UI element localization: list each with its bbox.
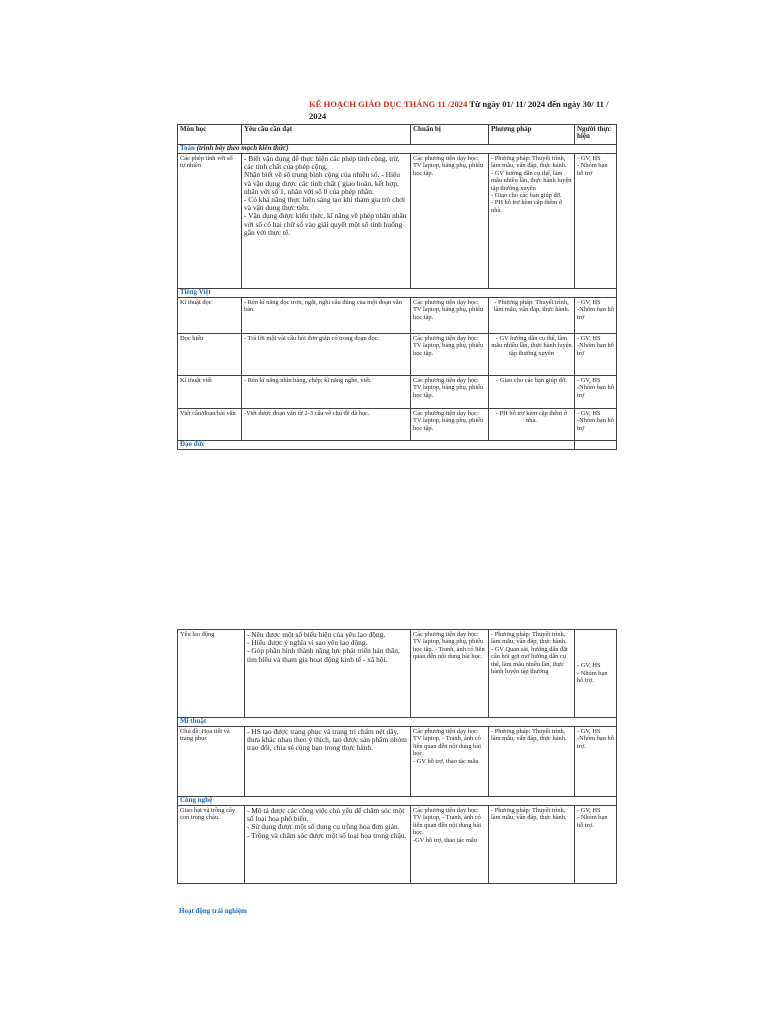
requirement-cell — [245, 630, 411, 718]
preparation-cell — [411, 727, 489, 797]
req-line: - Mô tả được các công việc chủ yếu để chăm sóc một số loại hoa phổ biến. — [247, 806, 405, 824]
req-line: - Vận dụng được kiến thức, kĩ năng về phép nhân nhân với số có hai chữ số vào giải quyết một số tình huống gắn với thực tế. — [244, 211, 407, 237]
subject-cell: Kĩ thuật viết — [178, 376, 242, 409]
method-line: - PH hỗ trợ kèm cặp thêm ở nhà. — [491, 199, 563, 214]
section-row-tiengviet — [178, 289, 617, 298]
method-cell — [489, 630, 575, 718]
table-row — [178, 409, 617, 441]
table-row — [178, 334, 617, 376]
table-row — [178, 727, 617, 797]
req-line: - Nêu được một số biểu hiện của yêu lao động. — [247, 630, 386, 639]
requirement-cell: - HS tạo được trang phục và trang trí chấm nét dây, thưa khác nhau theo ý thích, tạo được sản phẩm nhóm trao đổi, chia sẻ cùng bạn trong thực hành. — [245, 727, 411, 797]
prep-line: -GV hỗ trợ, thao tác mẫu — [413, 836, 477, 844]
support-line: - GV, HS — [577, 335, 601, 342]
support-line: - Nhóm bạn hỗ trợ — [577, 162, 608, 177]
support-cell — [575, 806, 617, 884]
header-row — [178, 125, 617, 145]
support-cell — [575, 298, 617, 334]
preparation-cell — [411, 806, 489, 884]
table-row — [178, 376, 617, 409]
support-cell — [575, 727, 617, 797]
section-congnghe: Công nghệ — [178, 797, 617, 806]
support-line: - Nhóm bạn hỗ trợ. — [577, 814, 608, 829]
support-cell — [575, 376, 617, 409]
support-line: -Nhóm bạn hỗ trợ — [577, 342, 614, 357]
section-mithuat: Mĩ thuật — [178, 718, 617, 727]
req-line: - Sử dụng được một số dụng cụ trồng hoa đơn giản. — [247, 822, 400, 832]
table-row — [178, 806, 617, 884]
req-line: - Góp phần hình thành năng lực phát triển bản thân, tìm hiểu và tham gia hoạt động kinh tế - xã hội. — [247, 646, 400, 664]
header-method: Phương pháp — [489, 125, 575, 145]
method-cell: - Giao cho các bạn giúp đỡ. — [489, 376, 575, 409]
prep-line: Các phương tiện dạy học: TV laptop, - Tranh, ảnh có liên quan đến nội dung bài học. — [413, 728, 481, 758]
header-support: Người thực hiện — [575, 125, 617, 145]
section-row-congnghe — [178, 797, 617, 806]
method-cell: - Phương pháp: Thuyết trình, làm mẫu, vấn đáp, thực hành. — [489, 806, 575, 884]
subject-cell: Viết câu/đoạn/bài văn — [178, 409, 242, 441]
subject-cell: Đọc hiểu — [178, 334, 242, 376]
requirement-cell: - Rèn kĩ năng nhìn bảng, chép; kĩ năng nghe, viết. — [242, 376, 411, 409]
method-cell: - Phương pháp: Thuyết trình, làm mẫu, vấn đáp, thực hành. — [489, 727, 575, 797]
method-line: - Giao cho các bạn giúp đỡ. — [491, 192, 562, 200]
support-line: -Nhóm bạn hỗ trợ — [577, 384, 614, 399]
title-dates: Từ ngày 01/ 11/ 2024 đến ngày 30/ 11 / 2024 — [309, 99, 609, 121]
support-cell — [575, 409, 617, 441]
preparation-cell: Các phương tiện dạy học: TV laptop, bảng phụ, phiếu học tập. — [411, 298, 489, 334]
prep-line: Các phương tiện dạy học: TV laptop, - Tranh, ảnh có liên quan đến nội dung bài học. — [413, 807, 481, 837]
section-hoatdong: Hoạt động trải nghiệm — [179, 907, 247, 915]
req-line: Nhận biết về số trung bình cộng của nhiều số. - Hiểu và vận dụng được các tính chất ( giao hoán, kết hợp, nhân với số 1, nhân với số 0 của phép nhân. — [244, 170, 400, 196]
subject-cell: Giao hạt và trồng cây con trong chậu. — [178, 806, 245, 884]
section-row-toan — [178, 145, 617, 154]
requirement-cell — [242, 154, 411, 289]
prep-line: - GV hỗ trợ, thao tác mẫu — [413, 757, 479, 765]
preparation-cell: Các phương tiện dạy học: TV laptop, bảng phụ, phiếu học tập. — [411, 376, 489, 409]
support-line: - GV, HS — [577, 377, 601, 384]
requirement-cell: -Viết được đoạn văn từ 2-3 câu về chủ đề đã học. — [242, 409, 411, 441]
support-line: -Nhóm bạn hỗ trợ — [577, 417, 614, 432]
req-line: - Có khả năng thực hiện sáng tạo khi tham gia trò chơi và vận dụng thực tiễn. — [244, 195, 406, 213]
subject-cell: Kĩ thuật đọc — [178, 298, 242, 334]
section-toan: Toán — [180, 144, 195, 152]
preparation-cell: Các phương tiện dạy học: TV laptop, bảng phụ, phiếu học tập. — [411, 409, 489, 441]
table-row — [178, 298, 617, 334]
req-line: - Hiểu được ý nghĩa vì sao yêu lao động. — [247, 638, 368, 648]
support-line: - GV, HS — [577, 299, 601, 306]
requirement-cell — [245, 806, 411, 884]
support-line: - GV, HS — [577, 807, 601, 814]
header-requirement: Yêu cầu cần đạt — [242, 125, 411, 145]
method-cell — [489, 154, 575, 289]
method-line: - GV hướng dẫn cụ thể, làm mẫu nhiều lần, thực hành luyện tập thường xuyên — [491, 169, 572, 192]
section-tiengviet: Tiếng Việt — [178, 289, 617, 298]
req-line: - Biết vận dụng để thực hiện các phép tính cộng, trừ, các tính chất của phép cộng. — [244, 154, 400, 172]
support-line: -Nhóm bạn hỗ trợ — [577, 306, 614, 321]
subject-cell: Chủ đề: Họa tiết và trang phục — [178, 727, 245, 797]
method-cell: - Phương pháp: Thuyết trình, làm mẫu, vấn đáp, thực hành. — [489, 298, 575, 334]
title-main: KẾ HOẠCH GIÁO DỤC THÁNG 11 /2024 — [309, 99, 468, 109]
method-line: - Phương pháp: Thuyết trình, làm mẫu, vấn đáp, thực hành. — [491, 631, 567, 646]
header-preparation: Chuẩn bị — [411, 125, 489, 145]
header-subject: Môn học — [178, 125, 242, 145]
support-cell — [575, 154, 617, 289]
req-line: - Trồng và chăm sóc được một số loại hoa trong chậu. — [247, 830, 407, 840]
support-line: - GV, HS — [577, 410, 601, 417]
section-row-mithuat — [178, 718, 617, 727]
support-line: - GV, HS — [577, 155, 601, 162]
subject-cell: Yêu lao động — [178, 630, 245, 718]
requirement-cell: - Trả lời một vài câu hỏi đơn giản có trong đoạn đọc. — [242, 334, 411, 376]
table-row — [178, 630, 617, 718]
method-line: - GV Quan sát, hướng dẫn đặt câu hỏi gợi mở hướng dẫn cụ thể, làm mẫu nhiều lần, thực hành luyện tập thường — [491, 645, 568, 676]
plan-table-2 — [177, 629, 617, 884]
preparation-cell: Các phương tiện dạy học: TV laptop, bảng phụ, phiếu học tập. — [411, 154, 489, 289]
support-line: - GV, HS — [577, 662, 601, 670]
section-toan-note: (trình bày theo mạch kiến thức) — [194, 144, 289, 152]
support-line: -Nhóm bạn hỗ trợ. — [577, 735, 614, 750]
support-line: - Nhóm bạn hỗ trợ. — [577, 669, 608, 685]
table-row — [178, 154, 617, 289]
support-cell — [575, 630, 617, 718]
section-row-daoduc — [178, 441, 617, 450]
plan-table-1 — [177, 124, 617, 450]
preparation-cell: Các phương tiện dạy học: TV laptop, bảng phụ, phiếu học tập. - Tranh, ảnh có liên quan đến nội dung bài học. — [411, 630, 489, 718]
support-line: - GV, HS — [577, 728, 601, 735]
method-line: - Phương pháp: Thuyết trình, làm mẫu, vấn đáp, thực hành. — [491, 155, 567, 170]
section-daoduc: Đạo đức — [178, 441, 575, 450]
page-title — [309, 99, 619, 122]
support-cell — [575, 334, 617, 376]
preparation-cell: Các phương tiện dạy học: TV laptop, bảng phụ, phiếu học tập. — [411, 334, 489, 376]
method-cell: - PH hỗ trợ kèm cặp thêm ở nhà. — [489, 409, 575, 441]
requirement-cell: - Rèn kĩ năng đọc trơn, ngắt, nghỉ câu đúng của một đoạn văn bản. — [242, 298, 411, 334]
subject-cell: Các phép tính với số tự nhiên — [178, 154, 242, 289]
method-cell: - GV hướng dẫn cụ thể, làm mẫu nhiều lần, thực hành luyện tập thường xuyên — [489, 334, 575, 376]
